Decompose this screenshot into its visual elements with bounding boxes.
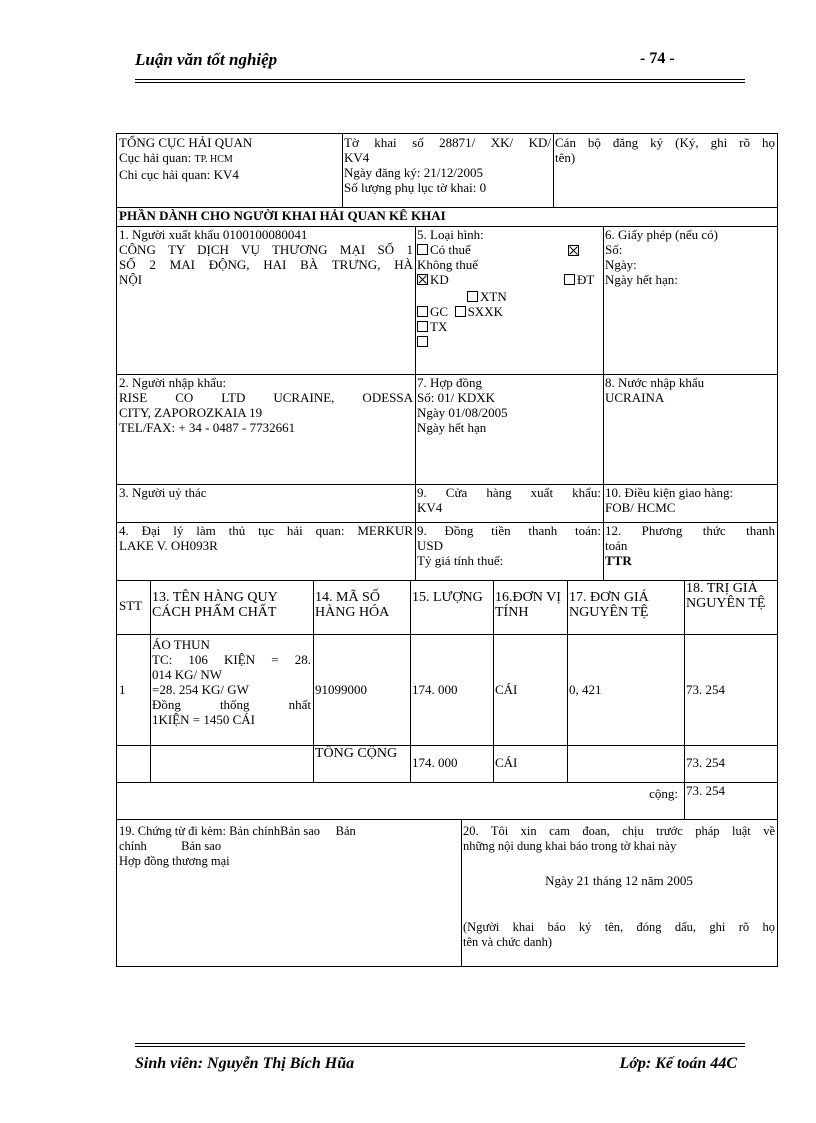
license-cell: 6. Giấy phép (nếu có) Số: Ngày: Ngày hết hạn: bbox=[605, 227, 718, 287]
row-total-value: 73. 254 bbox=[686, 682, 725, 697]
checkbox-taxed[interactable] bbox=[417, 244, 428, 255]
checkbox-marked[interactable] bbox=[568, 245, 579, 256]
delivery-terms-cell: 10. Điều kiện giao hàng: FOB/ HCMC bbox=[605, 485, 734, 515]
header-unit-price: 17. ĐƠN GIÁ NGUYÊN TỆ bbox=[569, 590, 649, 620]
header-total-value: 18. TRỊ GIÁ NGUYÊN TỆ bbox=[686, 581, 766, 611]
exporter-cell: 1. Người xuất khẩu 0100100080041 CÔNG TY DỊCH VỤ THƯƠNG MẠI SỐ 1 SỐ 2 MAI ĐỘNG, HAI BÀ TRƯNG, HÀ NỘI bbox=[119, 227, 413, 287]
attached-documents-cell: 19. Chứng từ đi kèm: Bản chínhBản sao Bản chính Bản sao Hợp đồng thương mại bbox=[119, 824, 356, 868]
header-rule-top bbox=[135, 79, 745, 80]
row-description: ÁO THUN TC: 106 KIỆN = 28. 014 KG/ NW =28. 254 KG/ GW Đồng thống nhất 1KIỆN = 1450 CÁI bbox=[152, 637, 311, 727]
customs-agency-cell: TỔNG CỤC HẢI QUAN Cục hải quan: TP. HCM Chi cục hải quan: KV4 bbox=[119, 135, 253, 182]
agent-cell: 4. Đại lý làm thủ tục hải quan: MERKUR LAKE V. OH093R bbox=[119, 523, 413, 553]
class-name: Lớp: Kế toán 44C bbox=[619, 1055, 737, 1072]
document-title: Luận văn tốt nghiệp bbox=[135, 50, 278, 69]
page-footer bbox=[135, 1043, 745, 1083]
student-name: Sinh viên: Nguyễn Thị Bích Hũa bbox=[135, 1055, 355, 1072]
checkbox-gc[interactable] bbox=[417, 306, 428, 317]
sum-value: 73. 254 bbox=[686, 783, 725, 798]
customs-declaration-form bbox=[116, 133, 778, 967]
footer-rule-bottom bbox=[135, 1046, 745, 1047]
export-gate-cell: 9. Cửa hàng xuất khẩu: KV4 bbox=[417, 485, 601, 515]
checkbox-xtn[interactable] bbox=[467, 291, 478, 302]
header-stt: STT bbox=[119, 598, 143, 613]
header-goods-name: 13. TÊN HÀNG QUY CÁCH PHẨM CHẤT bbox=[152, 590, 278, 620]
footer-rule-top bbox=[135, 1043, 745, 1044]
checkbox-kd[interactable] bbox=[417, 274, 428, 285]
importer-cell: 2. Người nhập khẩu: RISE CO LTD UCRAINE, ODESSA CITY, ZAPOROZKAIA 19 TEL/FAX: + 34 - 0487 - 7732661 bbox=[119, 375, 413, 435]
row-unit: CÁI bbox=[495, 682, 518, 697]
row-hs-code: 91099000 bbox=[315, 682, 367, 697]
total-value: 73. 254 bbox=[686, 755, 725, 770]
total-quantity: 174. 000 bbox=[412, 755, 458, 770]
import-country-cell: 8. Nước nhập khẩu UCRAINA bbox=[605, 375, 705, 405]
row-quantity: 174. 000 bbox=[412, 682, 458, 697]
commitment-cell: 20. Tôi xin cam đoan, chịu trước pháp luật về những nội dung khai báo trong tờ khai này Ngày 21 tháng 12 năm 2005 (Người khai báo ký tên, đóng dấu, ghi rõ họ tên và chức danh) bbox=[463, 824, 775, 949]
total-label: TỔNG CỘNG bbox=[315, 746, 398, 761]
checkbox-dt[interactable] bbox=[564, 274, 575, 285]
header-unit: 16.ĐƠN VỊ TÍNH bbox=[495, 590, 561, 620]
officer-cell: Cán bộ đăng ký (Ký, ghi rõ họ tên) bbox=[555, 135, 775, 165]
page-number: - 74 - bbox=[640, 50, 675, 67]
header-quantity: 15. LƯỢNG bbox=[412, 590, 483, 605]
checkbox-tx[interactable] bbox=[417, 321, 428, 332]
sum-label: cộng: bbox=[649, 786, 678, 801]
declaration-type-cell: 5. Loại hình: Có thuế Không thuế KD ĐT XTN GC SXXK TX bbox=[415, 226, 603, 374]
checkbox-sxxk[interactable] bbox=[455, 306, 466, 317]
header-rule-bottom bbox=[135, 82, 745, 83]
contract-cell: 7. Hợp đồng Số: 01/ KDXK Ngày 01/08/2005 Ngày hết hạn bbox=[417, 375, 508, 435]
header-hs-code: 14. MÃ SỐ HÀNG HÓA bbox=[315, 590, 390, 620]
section-title: PHẦN DÀNH CHO NGƯỜI KHAI HẢI QUAN KÊ KHAI bbox=[119, 208, 446, 223]
row-stt: 1 bbox=[119, 682, 126, 697]
page-header bbox=[135, 50, 745, 84]
row-unit-price: 0, 421 bbox=[569, 682, 602, 697]
trustor-cell: 3. Người uỷ thác bbox=[119, 485, 207, 500]
total-unit: CÁI bbox=[495, 755, 518, 770]
declaration-number-cell: Tờ khai số 28871/ XK/ KD/ KV4 Ngày đăng ký: 21/12/2005 Số lượng phụ lục tờ khai: 0 bbox=[344, 135, 551, 195]
checkbox-empty[interactable] bbox=[417, 336, 428, 347]
payment-method-cell: 12. Phương thức thanh toán TTR bbox=[605, 523, 775, 568]
currency-cell: 9. Đồng tiền thanh toán: USD Tỷ giá tính thuế: bbox=[417, 523, 601, 568]
